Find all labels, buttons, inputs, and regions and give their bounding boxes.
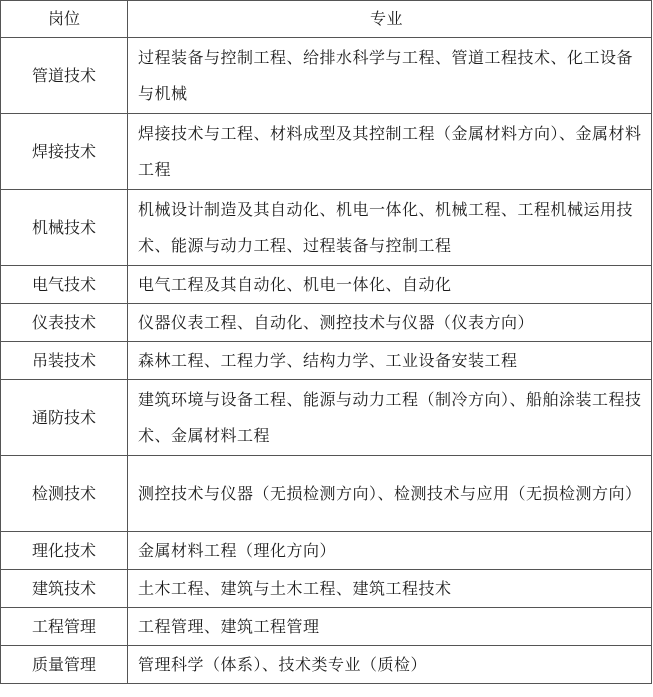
major-cell: 金属材料工程（理化方向）	[128, 532, 652, 570]
major-cell: 森林工程、工程力学、结构力学、工业设备安装工程	[128, 342, 652, 380]
major-cell: 工程管理、建筑工程管理	[128, 608, 652, 646]
position-cell: 管道技术	[1, 38, 128, 114]
position-cell: 建筑技术	[1, 570, 128, 608]
position-cell: 电气技术	[1, 266, 128, 304]
position-cell: 焊接技术	[1, 114, 128, 190]
table-row	[1, 380, 652, 456]
table-row	[1, 114, 652, 190]
position-cell: 通防技术	[1, 380, 128, 456]
header-major: 专业	[128, 1, 652, 38]
table-row	[1, 190, 652, 266]
position-cell: 质量管理	[1, 646, 128, 684]
table-row	[1, 342, 652, 380]
position-cell: 工程管理	[1, 608, 128, 646]
major-cell: 管理科学（体系）、技术类专业（质检）	[128, 646, 652, 684]
major-cell: 仪器仪表工程、自动化、测控技术与仪器（仪表方向）	[128, 304, 652, 342]
position-cell: 理化技术	[1, 532, 128, 570]
table-row	[1, 570, 652, 608]
table-row	[1, 266, 652, 304]
major-cell: 测控技术与仪器（无损检测方向）、检测技术与应用（无损检测方向）	[128, 456, 652, 532]
position-cell: 检测技术	[1, 456, 128, 532]
table-row	[1, 304, 652, 342]
position-cell: 吊装技术	[1, 342, 128, 380]
major-cell: 机械设计制造及其自动化、机电一体化、机械工程、工程机械运用技术、能源与动力工程、过程装备与控制工程	[128, 190, 652, 266]
table-row	[1, 38, 652, 114]
position-cell: 仪表技术	[1, 304, 128, 342]
table-row	[1, 532, 652, 570]
major-cell: 焊接技术与工程、材料成型及其控制工程（金属材料方向）、金属材料工程	[128, 114, 652, 190]
header-row	[1, 1, 652, 38]
position-cell: 机械技术	[1, 190, 128, 266]
major-cell: 电气工程及其自动化、机电一体化、自动化	[128, 266, 652, 304]
table-row	[1, 646, 652, 684]
major-cell: 过程装备与控制工程、给排水科学与工程、管道工程技术、化工设备与机械	[128, 38, 652, 114]
major-cell: 土木工程、建筑与土木工程、建筑工程技术	[128, 570, 652, 608]
table-row	[1, 456, 652, 532]
header-position: 岗位	[1, 1, 128, 38]
table-row	[1, 608, 652, 646]
major-cell: 建筑环境与设备工程、能源与动力工程（制冷方向）、船舶涂装工程技术、金属材料工程	[128, 380, 652, 456]
